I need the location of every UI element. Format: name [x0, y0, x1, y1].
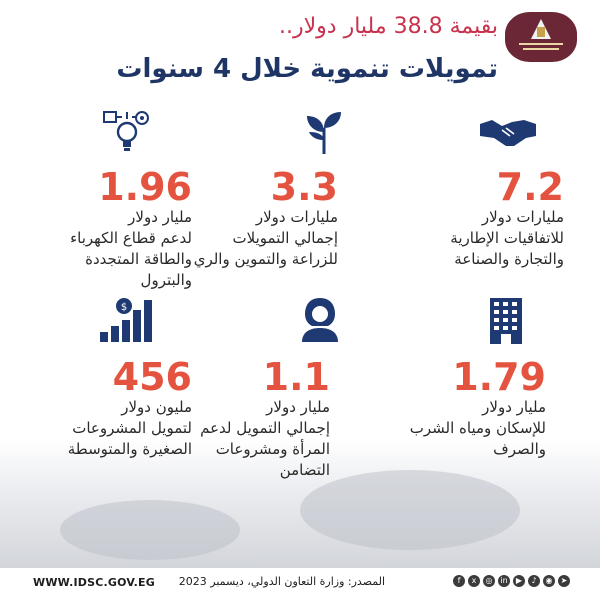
- stat-unit: مليار دولار: [128, 208, 192, 226]
- plant-icon: [303, 110, 345, 158]
- x-icon[interactable]: x: [468, 575, 480, 587]
- woman-icon: [298, 296, 342, 346]
- stat-value: 7.2: [496, 165, 564, 209]
- stat-value: 3.3: [270, 165, 338, 209]
- social-icons: [453, 575, 570, 587]
- stat-energy: [40, 110, 210, 290]
- telegram-icon[interactable]: ➤: [558, 575, 570, 587]
- stat-housing: [400, 290, 570, 470]
- stat-frameworks: [400, 110, 570, 280]
- page-subtitle: بقيمة 38.8 مليار دولار..: [279, 14, 498, 39]
- whatsapp-icon[interactable]: ◉: [543, 575, 555, 587]
- stat-value: 1.1: [262, 355, 330, 399]
- energy-icon: [102, 110, 152, 160]
- stat-desc-line: إجمالي التمويل لدعم: [200, 419, 330, 437]
- tiktok-icon[interactable]: ♪: [528, 575, 540, 587]
- stat-desc-line: الصغيرة والمتوسطة: [67, 440, 192, 458]
- website-link[interactable]: WWW.IDSC.GOV.EG: [33, 576, 155, 589]
- stat-desc-line: إجمالي التمويلات: [232, 229, 338, 247]
- stat-unit: مليار دولار: [266, 398, 330, 416]
- stat-desc-line: والصرف: [493, 440, 546, 458]
- stat-value: 456: [112, 355, 192, 399]
- stat-desc-line: والطاقة المتجددة: [85, 250, 192, 268]
- stat-value: 1.96: [98, 165, 192, 209]
- stat-value: 1.79: [452, 355, 546, 399]
- linkedin-icon[interactable]: in: [498, 575, 510, 587]
- stat-unit: مليون دولار: [121, 398, 192, 416]
- stat-women: [200, 290, 380, 490]
- stat-desc-line: والتجارة والصناعة: [454, 250, 564, 268]
- handshake-icon: [478, 116, 538, 154]
- stat-unit: مليارات دولار: [481, 208, 564, 226]
- background-shape: [60, 500, 240, 560]
- stat-agriculture: [193, 110, 380, 280]
- stat-desc-line: والبترول: [140, 271, 192, 289]
- idsc-logo: [505, 12, 577, 62]
- stat-desc-line: المرأة ومشروعات: [215, 440, 330, 458]
- stat-desc-line: للزراعة والتموين والري: [193, 250, 338, 268]
- stat-unit: مليار دولار: [482, 398, 546, 416]
- stat-desc-line: لدعم قطاع الكهرباء: [70, 229, 192, 247]
- growth-chart-icon: [98, 296, 154, 346]
- page-title: تمويلات تنموية خلال 4 سنوات: [116, 54, 498, 84]
- svg-text:$: $: [120, 302, 128, 313]
- stat-desc-line: لتمويل المشروعات: [72, 419, 192, 437]
- stat-sme: [40, 290, 210, 460]
- building-icon: [488, 296, 524, 348]
- stat-unit: مليارات دولار: [255, 208, 338, 226]
- instagram-icon[interactable]: ◎: [483, 575, 495, 587]
- source-note: المصدر: وزارة التعاون الدولي، ديسمبر 2023: [178, 575, 385, 588]
- stat-desc-line: التضامن: [279, 461, 330, 479]
- facebook-icon[interactable]: f: [453, 575, 465, 587]
- youtube-icon[interactable]: ▶: [513, 575, 525, 587]
- stat-desc-line: للإسكان ومياه الشرب: [409, 419, 546, 437]
- stat-desc-line: للاتفاقيات الإطارية: [450, 229, 564, 247]
